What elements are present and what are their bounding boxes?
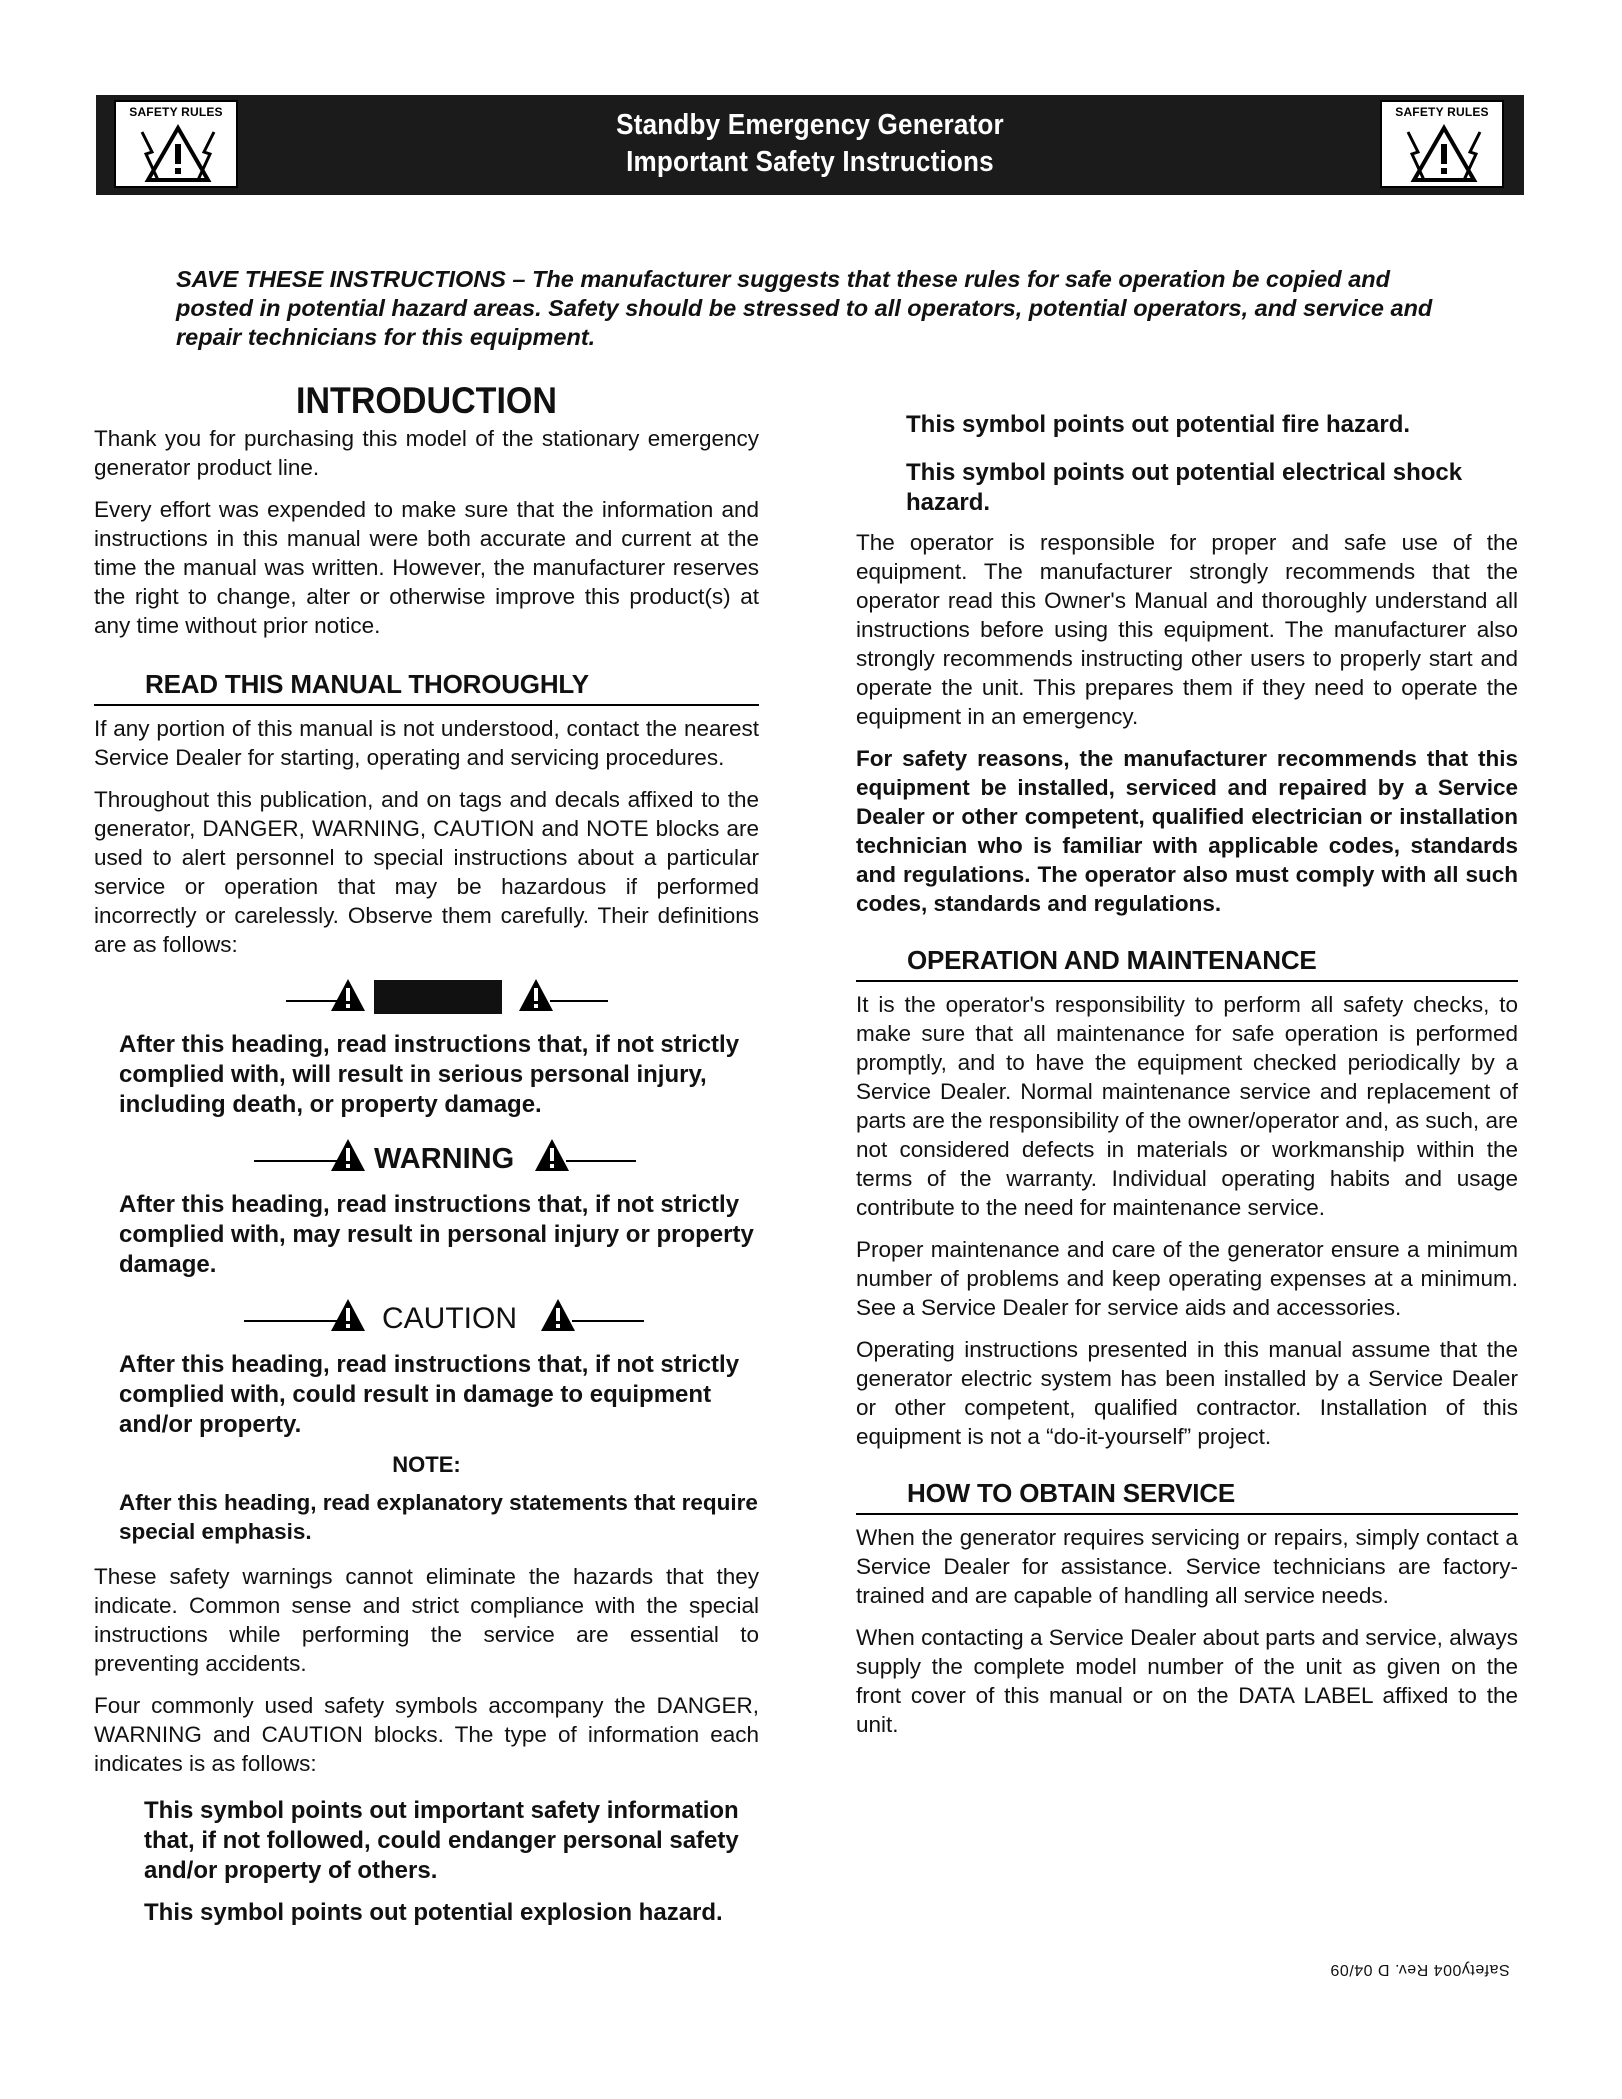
operation-paragraph-1: It is the operator's responsibility to perform all safety checks, to make sure that all maintenance for safe operation is performed promptly, and to have the equipment checked periodically by a Service Dealer. Normal maintenance service and replacement of parts are the responsibility of the owner/operator and, as such, are not considered defects in materials or workmanship within the terms of the warranty. Individual operating habits and usage contribute to the need for maintenance service. bbox=[856, 992, 1518, 1220]
warning-triangle-icon bbox=[330, 1298, 366, 1332]
section-heading-text: OPERATION AND MAINTENANCE bbox=[907, 945, 1317, 975]
safety-rules-badge-right bbox=[1380, 100, 1504, 188]
danger-signal-header bbox=[94, 972, 759, 1030]
note-definition: After this heading, read explanatory statements that require special emphasis. bbox=[119, 1490, 758, 1544]
read-paragraph-1: If any portion of this manual is not understood, contact the nearest Service Dealer for starting, operating and servicing procedures. bbox=[94, 716, 759, 770]
header-bar bbox=[96, 95, 1524, 195]
title-line-1: Standby Emergency Generator bbox=[616, 109, 1004, 141]
safety-reasons-paragraph: For safety reasons, the manufacturer recommends that this equipment be installed, serviced and repaired by a Service Dealer or other competent, qualified electrician or installation technician who is familiar with applicable codes, standards and regulations. The operator also must comply with all such codes, standards and regulations. bbox=[856, 746, 1518, 916]
signal-rule-left bbox=[244, 1320, 338, 1322]
section-heading-text: READ THIS MANUAL THOROUGHLY bbox=[145, 669, 589, 699]
service-paragraph-2: When contacting a Service Dealer about parts and service, always supply the complete model number of the unit as given on the front cover of this manual or on the DATA LABEL affixed to the unit. bbox=[856, 1625, 1518, 1737]
title-line-2: Important Safety Instructions bbox=[626, 146, 994, 178]
read-paragraph-2: Throughout this publication, and on tags and decals affixed to the generator, DANGER, WARNING, CAUTION and NOTE blocks are used to alert personnel to special instructions about a particular service or operation that may be hazardous if performed incorrectly or carelessly. Observe them carefully. Their definitions are as follows: bbox=[94, 787, 759, 957]
caution-definition: After this heading, read instructions that, if not strictly complied with, could result in damage to equipment and/or property. bbox=[119, 1351, 740, 1438]
signal-rule-right bbox=[572, 1320, 644, 1322]
warning-word: WARNING bbox=[374, 1143, 515, 1175]
warning-triangle-icon bbox=[518, 978, 554, 1012]
warning-triangle-icon bbox=[330, 978, 366, 1012]
warning-triangle-icon bbox=[540, 1298, 576, 1332]
explosion-symbol-item: This symbol points out potential explosion hazard. bbox=[144, 1899, 723, 1926]
intro-paragraph-1: Thank you for purchasing this model of the stationary emergency generator product line. bbox=[94, 426, 759, 480]
danger-black-box bbox=[374, 980, 502, 1014]
fire-symbol-item: This symbol points out potential fire hazard. bbox=[906, 411, 1411, 438]
operator-paragraph: The operator is responsible for proper and safe use of the equipment. The manufacturer strongly recommends that the operator read this Owner's Manual and thoroughly understand all instructions before using this equipment. The manufacturer also strongly recommends instructing other users to properly start and operate the unit. This prepares them if they need to operate the equipment in an emergency. bbox=[856, 530, 1518, 729]
safety-symbol-item: This symbol points out important safety information that, if not followed, could endanger personal safety and/or property of others. bbox=[144, 1797, 739, 1884]
operation-paragraph-3: Operating instructions presented in this manual assume that the generator electric system has been installed by a Service Dealer or other competent, qualified contractor. Installation of this equipment is not a “do-it-yourself” project. bbox=[856, 1337, 1518, 1449]
caution-signal-header bbox=[94, 1292, 759, 1350]
header-title bbox=[167, 107, 1452, 181]
signal-rule-left bbox=[254, 1160, 338, 1162]
electrical-hazard-icon bbox=[1404, 122, 1484, 184]
right-column bbox=[856, 400, 1518, 1752]
shock-symbol-item: This symbol points out potential electrical shock hazard. bbox=[906, 459, 1463, 516]
warning-signal-header bbox=[94, 1132, 759, 1190]
symbols-paragraph: Four commonly used safety symbols accompany the DANGER, WARNING and CAUTION blocks. The type of information each indicates is as follows: bbox=[94, 1693, 759, 1776]
badge-label: SAFETY RULES bbox=[1395, 105, 1489, 119]
obtain-service-heading bbox=[856, 1477, 1518, 1515]
save-instructions-notice: SAVE THESE INSTRUCTIONS – The manufacturer suggests that these rules for safe operation be copied and posted in potential hazard areas. Safety should be stressed to all operators, potential operators, and service and repair technicians for this equipment. bbox=[176, 266, 1433, 350]
operation-paragraph-2: Proper maintenance and care of the generator ensure a minimum number of problems and keep operating expenses at a minimum. See a Service Dealer for service aids and accessories. bbox=[856, 1237, 1518, 1320]
signal-rule-right bbox=[550, 1000, 608, 1002]
danger-definition: After this heading, read instructions that, if not strictly complied with, will result in serious personal injury, including death, or property damage. bbox=[119, 1031, 740, 1118]
badge-label: SAFETY RULES bbox=[129, 105, 223, 119]
operation-maintenance-heading bbox=[856, 944, 1518, 982]
warning-triangle-icon bbox=[330, 1138, 366, 1172]
warning-definition: After this heading, read instructions that, if not strictly complied with, may result in personal injury or property damage. bbox=[119, 1191, 754, 1278]
read-manual-heading bbox=[94, 668, 759, 706]
warnings-paragraph: These safety warnings cannot eliminate the hazards that they indicate. Common sense and strict compliance with the special instructions while performing the service are essential to preventing accidents. bbox=[94, 1564, 759, 1676]
service-paragraph-1: When the generator requires servicing or repairs, simply contact a Service Dealer for assistance. Service technicians are factory-trained and are capable of handling all service needs. bbox=[856, 1525, 1518, 1608]
document-code: Safety004 Rev. D 04/09 bbox=[1330, 1961, 1510, 1978]
intro-paragraph-2: Every effort was expended to make sure that the information and instructions in this manual were both accurate and current at the time the manual was written. However, the manufacturer reserves the right to change, alter or otherwise improve this product(s) at any time without prior notice. bbox=[94, 497, 759, 638]
note-heading: NOTE: bbox=[392, 1452, 461, 1477]
introduction-heading: INTRODUCTION bbox=[296, 380, 557, 421]
warning-triangle-icon bbox=[534, 1138, 570, 1172]
left-column bbox=[94, 380, 759, 1940]
section-heading-text: HOW TO OBTAIN SERVICE bbox=[907, 1478, 1236, 1508]
signal-rule-right bbox=[566, 1160, 636, 1162]
caution-word: CAUTION bbox=[382, 1302, 517, 1335]
